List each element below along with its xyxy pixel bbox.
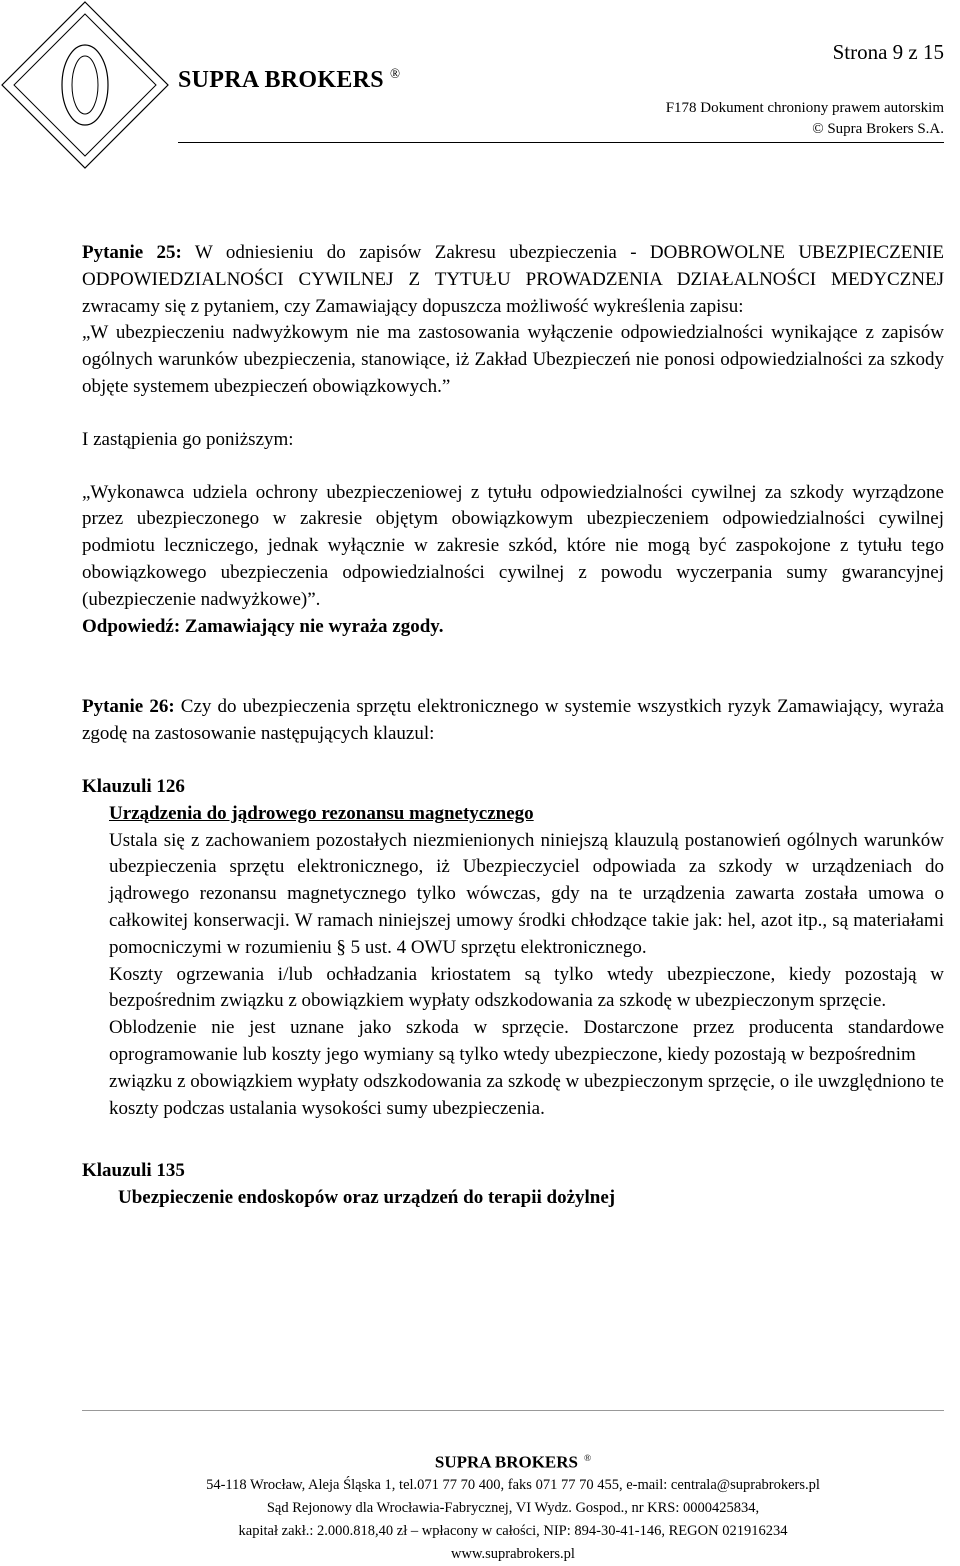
- supra-brokers-logo-icon: [0, 0, 170, 170]
- document-body: [82, 240, 944, 1212]
- footer-capital-info: kapitał zakł.: 2.000.818,40 zł – wpłacony w całości, NIP: 894-30-41-146, REGON 021916234: [238, 1522, 788, 1539]
- registered-mark: ®: [389, 66, 401, 81]
- footer-court-registry: Sąd Rejonowy dla Wrocławia-Fabrycznej, VI Wydz. Gospod., nr KRS: 0000425834,: [266, 1499, 760, 1516]
- question-26: Pytanie 26: Czy do ubezpieczenia sprzętu elektronicznego w systemie wszystkich ryzyk Zamawiający, wyraża zgodę na zastosowanie następujących klauzul:: [82, 696, 944, 745]
- clause-126-paragraph-3a: Oblodzenie nie jest uznane jako szkoda w sprzęcie. Dostarczone przez producenta standardowe oprogramowanie lub koszty jego wymiany są tylko wtedy ubezpieczone, kiedy pozostają w bezpośrednim: [109, 1017, 944, 1065]
- clause-126-paragraph-2: Koszty ogrzewania i/lub ochładzania kriostatem są tylko wtedy ubezpieczone, kiedy pozostają w bezpośrednim związku z obowiązkiem wypłaty odszkodowania za szkodę w ubezpieczonym sprzęcie.: [109, 963, 944, 1012]
- page-number: Strona 9 z 15: [832, 40, 944, 64]
- question-25-quote-1: „W ubezpieczeniu nadwyżkowym nie ma zastosowania wyłączenie odpowiedzialności wynikające z zapisów ogólnych warunków ubezpieczenia, stanowiące, iż Zakład Ubezpieczeń nie ponosi odpowiedzialności za szkody objęte systemem ubezpieczeń obowiązkowych.”: [82, 322, 944, 397]
- footer-address: 54-118 Wrocław, Aleja Śląska 1, tel.071 77 70 400, faks 071 77 70 455, e-mail: centrala@suprabrokers.pl: [206, 1476, 820, 1493]
- footer-divider: [82, 1410, 944, 1411]
- document-code: F178 Dokument chroniony prawem autorskim: [665, 100, 944, 116]
- question-25-quote-2: „Wykonawca udziela ochrony ubezpieczeniowej z tytułu odpowiedzialności cywilnej za szkody wyrządzone przez ubezpieczonego w zakresie objętym obowiązkowym ubezpieczeniem odpowiedzialności cywilnej podmiotu leczniczego, jednak wyłącznie w zakresie szkód, które nie mogą być zaspokojone z tytułu tego obowiązkowego ubezpieczenia odpowiedzialności cywilnej z powodu wyczerpania sumy gwarancyjnej (ubezpieczenie nadwyżkowe)”.: [82, 481, 944, 610]
- question-25: Pytanie 25: W odniesieniu do zapisów Zakresu ubezpieczenia - DOBROWOLNE UBEZPIECZENIE ODPOWIEDZIALNOŚCI CYWILNEJ Z TYTUŁU PROWADZENIA DZIAŁALNOŚCI MEDYCZNEJ zwracamy się z pytaniem, czy Zamawiający dopuszcza możliwość wykreślenia zapisu:: [82, 242, 944, 317]
- footer: [82, 1448, 944, 1566]
- clause-135-subtitle: Ubezpieczenie endoskopów oraz urządzeń do terapii dożylnej: [118, 1187, 616, 1209]
- header-brand: SUPRA BROKERS ®: [178, 66, 401, 93]
- clause-126-paragraph-1: Ustala się z zachowaniem pozostałych niezmienionych niniejszą klauzulą postanowień ogólnych warunków ubezpieczenia sprzętu elektronicznego, iż Ubezpieczyciel odpowiada za szkody w urządzeniach do jądrowego rezonansu magnetycznego tylko wówczas, gdy na te urządzenia zawarta została umowa o całkowitej konserwacji. W ramach niniejszej umowy środki chłodzące takie jak: hel, azot itp., są materiałami pomocniczymi w rozumieniu § 5 ust. 4 OWU sprzętu elektronicznego.: [109, 829, 944, 958]
- clause-135-title: Klauzuli 135: [82, 1160, 185, 1182]
- clause-126-paragraph-3b: związku z obowiązkiem wypłaty odszkodowania za szkodę w ubezpieczonym sprzęcie, o ile uwzględniono te koszty podczas ustalania wysokości sumy ubezpieczenia.: [109, 1070, 944, 1119]
- clause-126-title: Klauzuli 126: [82, 775, 185, 797]
- replace-intro: I zastąpienia go poniższym:: [82, 428, 294, 450]
- footer-website: www.suprabrokers.pl: [451, 1545, 575, 1562]
- question-25-answer: Odpowiedź: Zamawiający nie wyraża zgody.: [82, 615, 444, 637]
- question-25-label: Pytanie 25:: [82, 242, 182, 263]
- header-divider: [178, 142, 944, 143]
- copyright-notice: © Supra Brokers S.A.: [812, 121, 944, 137]
- footer-brand: SUPRA BROKERS ®: [434, 1452, 592, 1472]
- question-26-label: Pytanie 26:: [82, 696, 175, 718]
- clause-126-subtitle: Urządzenia do jądrowego rezonansu magnetycznego: [109, 802, 534, 824]
